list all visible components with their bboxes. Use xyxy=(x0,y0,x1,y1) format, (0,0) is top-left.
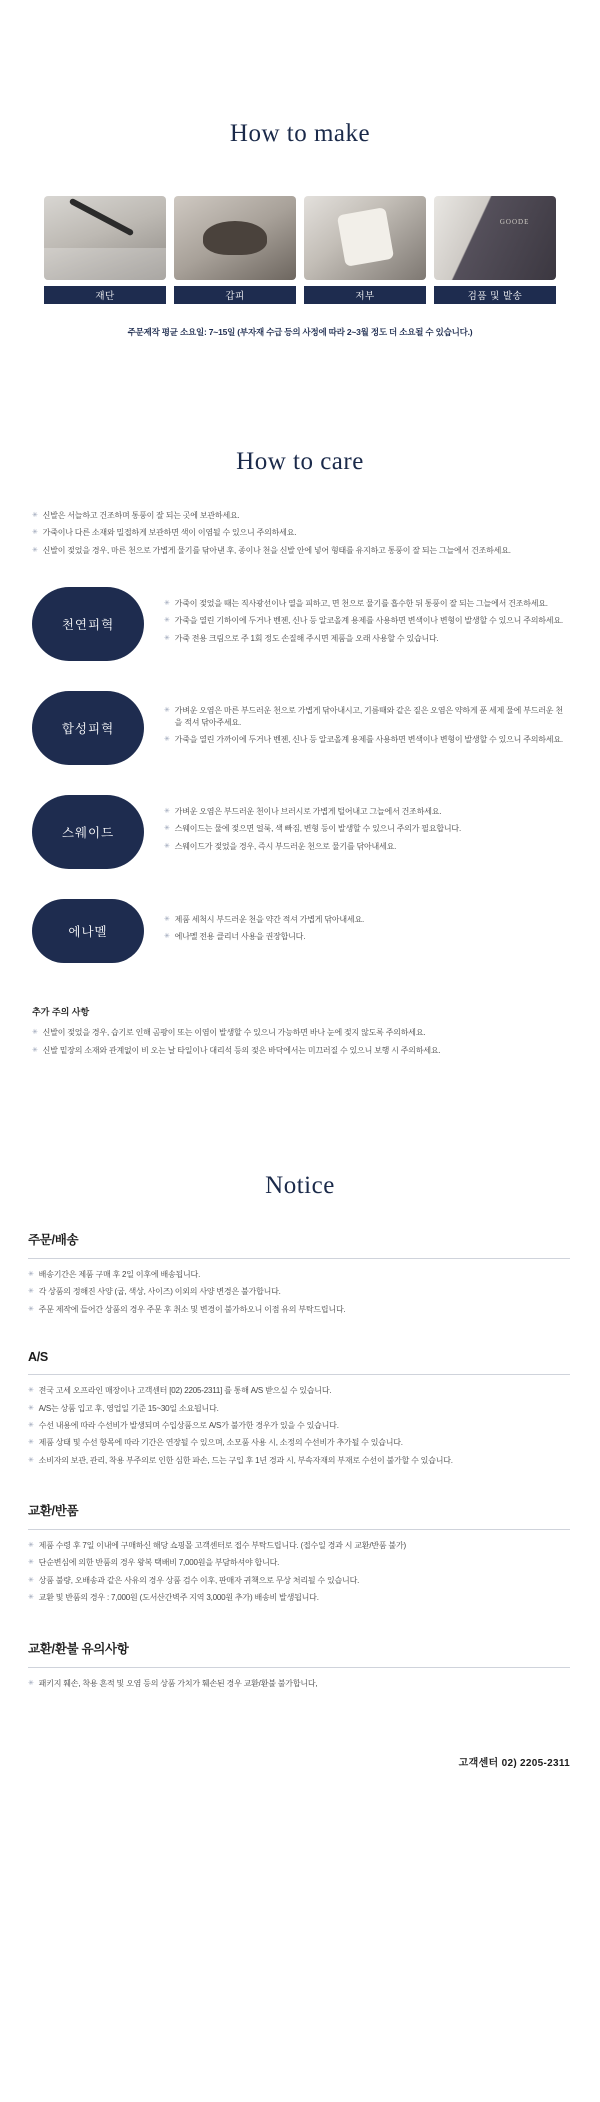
care-line xyxy=(164,615,570,627)
divider xyxy=(28,1374,570,1375)
care-line-text: 스웨이드가 젖었을 경우, 즉시 부드러운 천으로 물기를 닦아내세요. xyxy=(174,841,397,851)
bullet-icon: ✳ xyxy=(164,933,170,941)
care-extra-line xyxy=(32,1027,570,1039)
lead-time-note: 주문제작 평균 소요일: 7~15일 (부자재 수급 등의 사정에 따라 2~3월 정도 더 소요될 수 있습니다.) xyxy=(127,327,473,337)
bullet-icon: ✳ xyxy=(164,825,170,833)
bullet-icon: ✳ xyxy=(28,1576,34,1584)
bullet-icon: ✳ xyxy=(32,1046,38,1054)
process-step-3-label: 저부 xyxy=(304,286,426,304)
notice-section xyxy=(0,1062,600,1889)
care-line-text: 가죽을 열린 가까이에 두거나 벤젠, 신나 등 알코올계 용제를 사용하면 변색이나 변형이 발생할 수 있으니 주의하세요. xyxy=(174,735,563,745)
care-line xyxy=(164,705,570,730)
notice-line-text: 전국 고세 오프라인 매장이나 고객센터 [02) 2205-2311] 를 통해 A/S 받으실 수 있습니다. xyxy=(38,1386,332,1396)
how-to-make-section xyxy=(0,0,600,338)
bullet-icon: ✳ xyxy=(164,634,170,642)
customer-center-contact: 고객센터 02) 2205-2311 xyxy=(458,1758,570,1770)
how-to-care-title: How to care xyxy=(236,448,364,475)
notice-line xyxy=(28,1557,570,1569)
bullet-icon: ✳ xyxy=(28,1679,34,1687)
bullet-icon: ✳ xyxy=(28,1456,34,1464)
notice-line xyxy=(28,1437,570,1449)
notice-line xyxy=(28,1420,570,1432)
care-line-text: 가죽을 열린 기하이에 두거나 벤젠, 신나 등 알코올계 용제를 사용하면 변색이나 변형이 발생할 수 있으니 주의하세요. xyxy=(174,616,563,626)
care-line xyxy=(164,598,570,610)
care-line-text: 가죽이 젖었을 때는 직사광선이나 열을 피하고, 면 천으로 물기를 흡수한 뒤 통풍이 잘 되는 그늘에서 건조하세요. xyxy=(174,599,548,609)
care-intro-text: 가죽이나 다른 소재와 밀접하게 보관하면 색이 이염될 수 있으니 주의하세요. xyxy=(42,528,297,538)
photo-inspection-icon xyxy=(434,196,556,280)
notice-line-text: 상품 불량, 오배송과 같은 사유의 경우 상품 검수 이후, 판매자 귀책으로 무상 처리될 수 있습니다. xyxy=(38,1575,360,1585)
notice-block-exchange-return xyxy=(0,1501,600,1605)
notice-heading: A/S xyxy=(28,1350,48,1365)
notice-line xyxy=(28,1540,570,1552)
notice-title: Notice xyxy=(265,1171,335,1199)
care-line xyxy=(164,633,570,645)
notice-line-text: 수선 내용에 따라 수선비가 발생되며 수입상품으로 A/S가 불가한 경우가 있을 수 있습니다. xyxy=(38,1420,339,1430)
process-step-3 xyxy=(304,196,426,304)
bullet-icon: ✳ xyxy=(164,736,170,744)
care-extra-title: 추가 주의 사항 xyxy=(32,1007,90,1018)
bullet-icon: ✳ xyxy=(28,1404,34,1412)
care-block-1-lines xyxy=(164,598,570,650)
bullet-icon: ✳ xyxy=(164,706,170,714)
notice-line-text: 주문 제작에 들어간 상품의 경우 주문 후 취소 및 변경이 불가하오니 이점 유의 부탁드립니다. xyxy=(38,1304,346,1314)
care-intro-text: 신발이 젖었을 경우, 마른 천으로 가볍게 물기를 닦아낸 후, 종이나 천을 신발 안에 넣어 형태를 유지하고 통풍이 잘 되는 그늘에서 건조하세요. xyxy=(42,545,511,555)
care-intro-item xyxy=(32,510,570,522)
notice-line xyxy=(28,1403,570,1415)
care-line-text: 에나멜 전용 클리너 사용을 권장합니다. xyxy=(174,932,306,942)
care-badge-synthetic-leather: 합성피혁 xyxy=(32,691,144,765)
care-badge-enamel: 에나멜 xyxy=(32,899,144,963)
care-block-enamel xyxy=(0,899,600,963)
notice-line xyxy=(28,1304,570,1316)
notice-line-text: 각 상품의 정해진 사양 (굽, 색상, 사이즈) 이외의 사양 변경은 불가합니다. xyxy=(38,1287,281,1297)
notice-block-refund-caution xyxy=(0,1639,600,1690)
care-badge-natural-leather: 천연피혁 xyxy=(32,587,144,661)
care-block-4-lines xyxy=(164,914,570,949)
notice-block-as xyxy=(0,1350,600,1467)
bullet-icon: ✳ xyxy=(28,1559,34,1567)
process-step-4 xyxy=(434,196,556,304)
bullet-icon: ✳ xyxy=(164,915,170,923)
care-intro-text: 신발은 서늘하고 건조하며 통풍이 잘 되는 곳에 보관하세요. xyxy=(42,511,240,520)
divider xyxy=(28,1529,570,1530)
process-step-2-label: 갑피 xyxy=(174,286,296,304)
photo-upper-icon xyxy=(174,196,296,280)
notice-block-order-delivery xyxy=(0,1230,600,1316)
care-line xyxy=(164,734,570,746)
care-intro-item xyxy=(32,545,570,557)
bullet-icon: ✳ xyxy=(28,1387,34,1395)
notice-line xyxy=(28,1592,570,1604)
notice-heading: 주문/배송 xyxy=(28,1232,79,1247)
bullet-icon: ✳ xyxy=(28,1305,34,1313)
bullet-icon: ✳ xyxy=(164,617,170,625)
care-line-text: 가벼운 오염은 마른 부드러운 천으로 가볍게 닦아내시고, 기름때와 같은 짙은 오염은 약하게 푼 세제 물에 부드러운 천을 적셔 닦아주세요. xyxy=(174,705,563,727)
care-extra-notes xyxy=(0,1005,600,1057)
notice-line xyxy=(28,1286,570,1298)
bullet-icon: ✳ xyxy=(32,512,38,519)
notice-line-text: 소비자의 보관, 관리, 착용 부주의로 인한 심한 파손, 드는 구입 후 1년 경과 시, 부속자재의 부재로 수선이 불가할 수 있습니다. xyxy=(38,1455,453,1465)
care-line xyxy=(164,841,570,853)
notice-line-text: 교환 및 반품의 경우 : 7,000원 (도서산간벽주 지역 3,000원 추가) 배송비 발생됩니다. xyxy=(38,1593,319,1603)
care-block-natural-leather xyxy=(0,587,600,661)
care-line-text: 제품 세척시 부드러운 천을 약간 적셔 가볍게 닦아내세요. xyxy=(174,914,364,924)
care-line xyxy=(164,931,570,943)
notice-line-text: A/S는 상품 입고 후, 영업일 기준 15~30일 소요됩니다. xyxy=(38,1403,219,1413)
bullet-icon: ✳ xyxy=(32,529,38,537)
photo-cutting-icon xyxy=(44,196,166,280)
notice-line-text: 배송기간은 제품 구매 후 2일 이후에 배송됩니다. xyxy=(38,1269,201,1279)
care-line xyxy=(164,823,570,835)
notice-line xyxy=(28,1385,570,1397)
care-extra-line xyxy=(32,1045,570,1057)
notice-line-text: 패키지 훼손, 착용 흔적 및 오염 등의 상품 가치가 훼손된 경우 교환/환불 불가합니다, xyxy=(38,1678,318,1688)
care-line-text: 스웨이드는 물에 젖으면 얼룩, 색 빠짐, 변형 등이 발생할 수 있으니 주의가 필요합니다. xyxy=(174,824,461,834)
bullet-icon: ✳ xyxy=(164,600,170,608)
bullet-icon: ✳ xyxy=(28,1542,34,1550)
bullet-icon: ✳ xyxy=(28,1594,34,1602)
notice-line-text: 제품 수령 후 7일 이내에 구매하신 해당 쇼핑몰 고객센터로 접수 부탁드립니다. (접수일 경과 시 교환/반품 불가) xyxy=(38,1541,406,1551)
care-line-text: 가벼운 오염은 부드러운 천이나 브러시로 가볍게 털어내고 그늘에서 건조하세요. xyxy=(174,807,442,817)
care-block-3-lines xyxy=(164,806,570,858)
bullet-icon: ✳ xyxy=(28,1421,34,1429)
divider xyxy=(28,1258,570,1259)
bullet-icon: ✳ xyxy=(28,1439,34,1447)
care-line-text: 가죽 전용 크림으로 주 1회 정도 손질해 주시면 제품을 오래 사용할 수 있습니다. xyxy=(174,633,439,643)
process-photo-row xyxy=(0,196,600,304)
care-block-synthetic-leather xyxy=(0,691,600,765)
care-block-2-lines xyxy=(164,705,570,752)
care-intro-item xyxy=(32,527,570,539)
care-badge-suede: 스웨이드 xyxy=(32,795,144,869)
notice-line xyxy=(28,1678,570,1690)
photo-bottom-icon xyxy=(304,196,426,280)
notice-line-text: 제품 상태 및 수선 항목에 따라 기간은 연장될 수 있으며, 소모품 사용 시, 소정의 수선비가 추가될 수 있습니다. xyxy=(38,1438,403,1448)
how-to-make-title: How to make xyxy=(229,120,371,147)
how-to-care-section xyxy=(0,338,600,1057)
bullet-icon: ✳ xyxy=(164,842,170,850)
care-intro-list xyxy=(0,510,600,557)
divider xyxy=(28,1667,570,1668)
process-step-1 xyxy=(44,196,166,304)
process-step-2 xyxy=(174,196,296,304)
care-line xyxy=(164,806,570,818)
notice-heading: 교환/반품 xyxy=(28,1504,79,1519)
bullet-icon: ✳ xyxy=(32,1029,38,1037)
care-line xyxy=(164,914,570,926)
notice-line xyxy=(28,1455,570,1467)
notice-line-text: 단순변심에 의한 반품의 경우 왕복 택배비 7,000원을 부담하셔야 합니다. xyxy=(38,1558,280,1568)
notice-heading: 교환/환불 유의사항 xyxy=(28,1641,129,1656)
notice-line xyxy=(28,1575,570,1587)
process-step-1-label: 재단 xyxy=(44,286,166,304)
notice-line xyxy=(28,1269,570,1281)
care-block-suede xyxy=(0,795,600,869)
process-step-4-label: 검품 및 발송 xyxy=(434,286,556,304)
care-extra-text: 신발이 젖었을 경우, 습기로 인해 곰팡이 또는 이염이 발생할 수 있으니 가능하면 바나 눈에 젖지 않도록 주의하세요. xyxy=(42,1028,426,1038)
bullet-icon: ✳ xyxy=(164,808,170,816)
care-extra-text: 신발 밑장의 소재와 관계없이 비 오는 날 타일이나 대리석 등의 젖은 바닥에서는 미끄러질 수 있으니 보행 시 주의하세요. xyxy=(42,1045,441,1055)
bullet-icon: ✳ xyxy=(32,546,38,554)
bullet-icon: ✳ xyxy=(28,1270,34,1278)
bullet-icon: ✳ xyxy=(28,1288,34,1296)
